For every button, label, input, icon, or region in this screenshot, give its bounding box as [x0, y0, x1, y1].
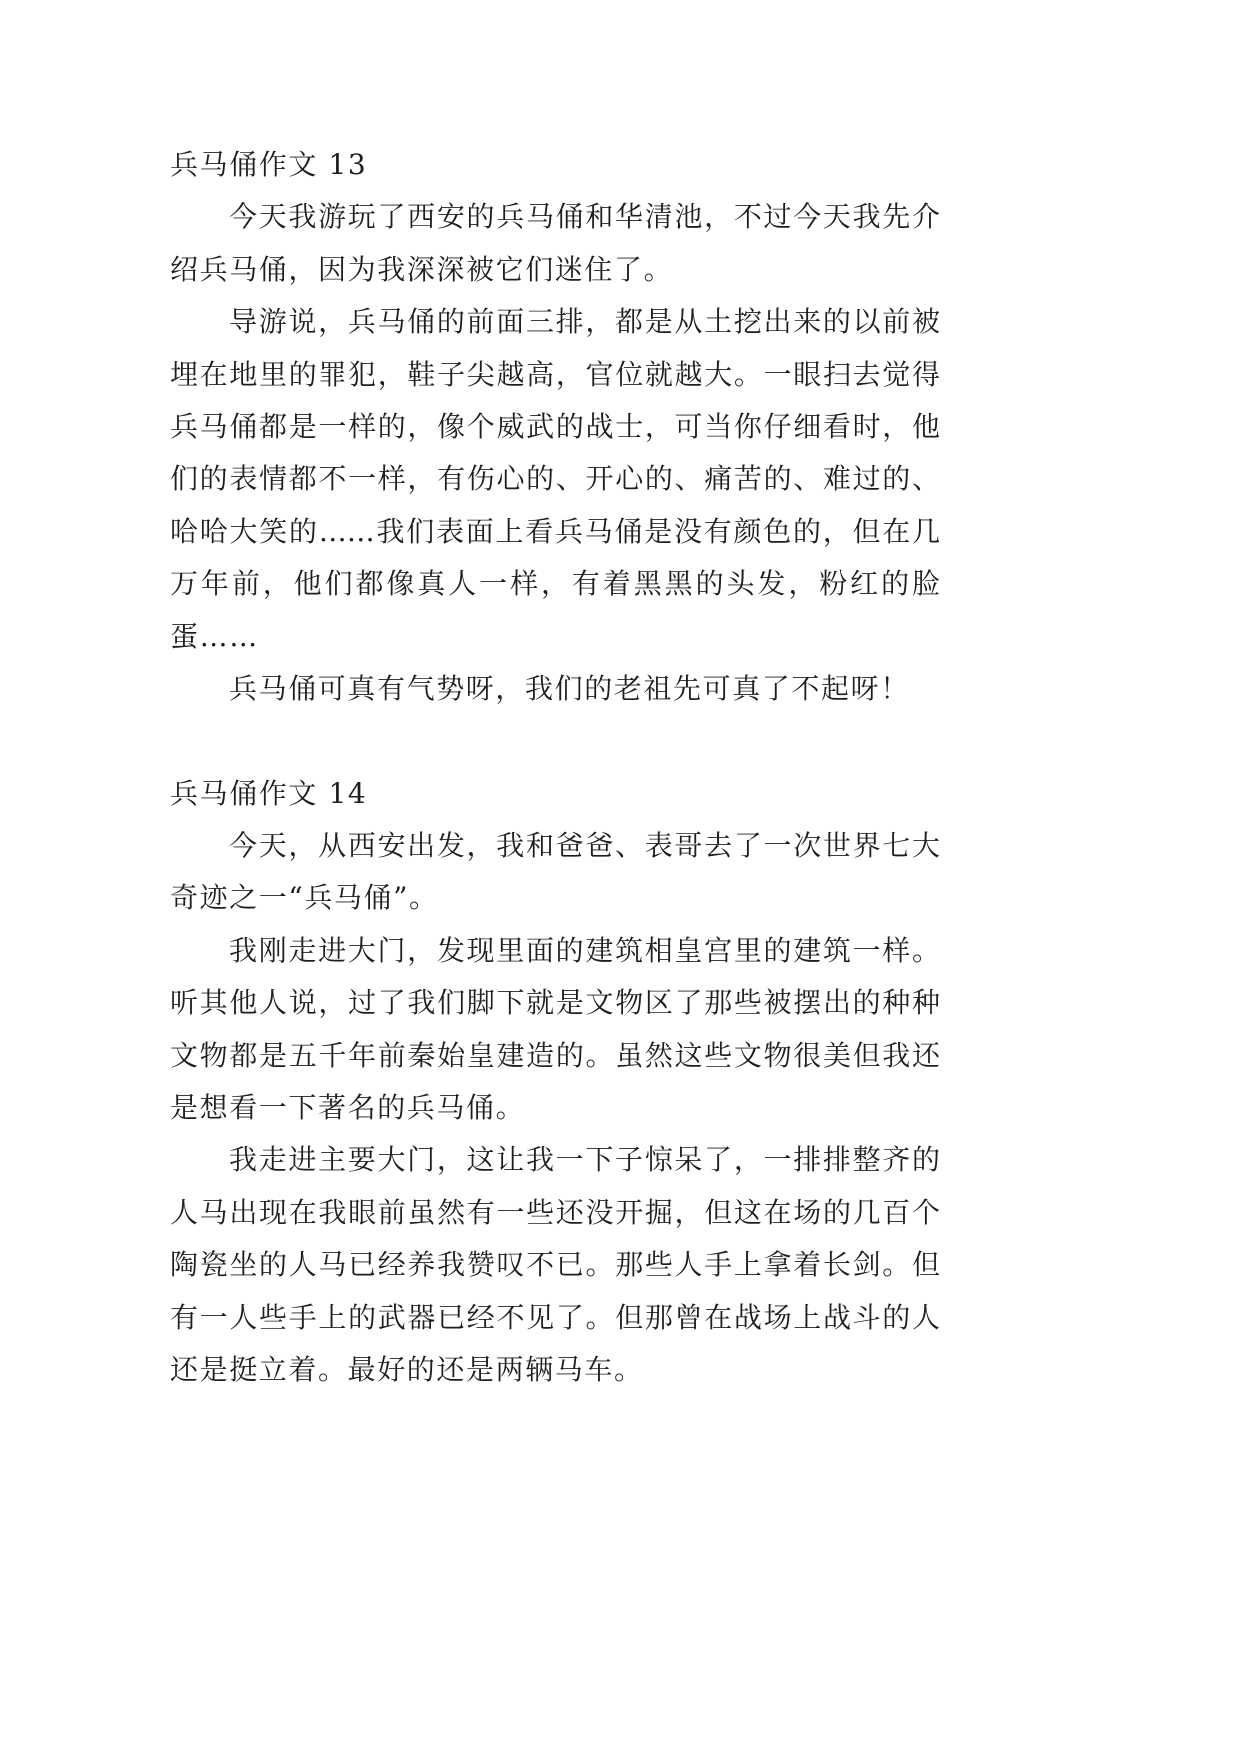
- essay-section-14: [170, 768, 940, 1397]
- paragraph: [170, 191, 940, 296]
- paragraph: [170, 925, 940, 1135]
- text-line: 我走进主要大门，这让我一下子惊呆了，一排排整齐的: [229, 1143, 940, 1177]
- text-line: 文物都是五千年前秦始皇建造的。虽然这些文物很美但我还: [170, 1038, 940, 1072]
- text-line: 绍兵马俑，因为我深深被它们迷住了。: [170, 252, 674, 286]
- text-line: 兵马俑都是一样的，像个威武的战士，可当你仔细看时，他: [170, 409, 940, 443]
- text-line: 兵马俑可真有气势呀，我们的老祖先可真了不起呀！: [229, 671, 910, 705]
- text-line: 哈哈大笑的……我们表面上看兵马俑是没有颜色的，但在几: [170, 514, 940, 548]
- text-line: 万年前，他们都像真人一样，有着黑黑的头发，粉红的脸: [170, 567, 940, 601]
- paragraph: [170, 820, 940, 925]
- text-line: 奇迹之一“兵马俑”。: [170, 881, 439, 915]
- text-line: 蛋……: [170, 619, 259, 653]
- text-line: 今天我游玩了西安的兵马俑和华清池，不过今天我先介: [229, 200, 940, 234]
- paragraph: [170, 1134, 940, 1396]
- paragraph: [170, 663, 940, 715]
- text-line: 我刚走进大门，发现里面的建筑相皇宫里的建筑一样。: [229, 933, 940, 967]
- paragraph: [170, 296, 940, 663]
- text-line: 听其他人说，过了我们脚下就是文物区了那些被摆出的种种: [170, 986, 940, 1020]
- text-line: 导游说，兵马俑的前面三排，都是从土挖出来的以前被: [229, 305, 940, 339]
- text-line: 还是挺立着。最好的还是两辆马车。: [170, 1352, 644, 1386]
- text-line: 们的表情都不一样，有伤心的、开心的、痛苦的、难过的、: [170, 462, 940, 496]
- text-line: 有一人些手上的武器已经不见了。但那曾在战场上战斗的人: [170, 1300, 940, 1334]
- document-body: [170, 139, 940, 1396]
- text-line: 陶瓷坐的人马已经养我赞叹不已。那些人手上拿着长剑。但: [170, 1248, 940, 1282]
- essay-section-13: [170, 139, 940, 715]
- text-line: 人马出现在我眼前虽然有一些还没开掘，但这在场的几百个: [170, 1195, 940, 1229]
- text-line: 埋在地里的罪犯，鞋子尖越高，官位就越大。一眼扫去觉得: [170, 357, 940, 391]
- text-line: 是想看一下著名的兵马俑。: [170, 1091, 526, 1125]
- essay-title: 兵马俑作文 13: [170, 148, 368, 181]
- essay-title: 兵马俑作文 14: [170, 776, 368, 810]
- text-line: 今天，从西安出发，我和爸爸、表哥去了一次世界七大: [229, 829, 940, 863]
